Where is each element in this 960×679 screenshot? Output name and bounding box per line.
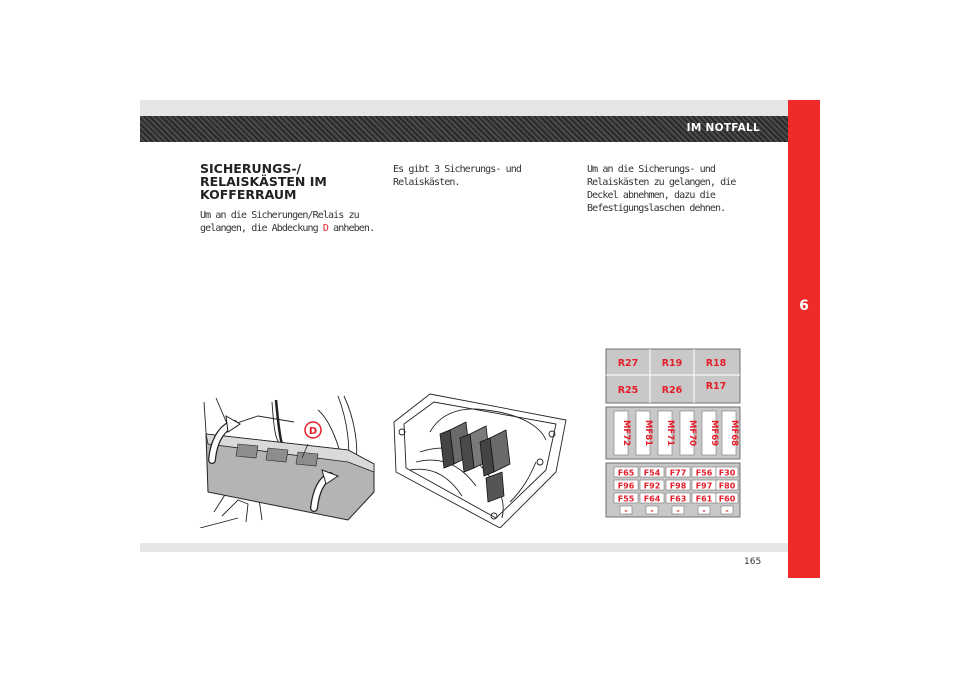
- page-number: 165: [744, 557, 762, 567]
- relay-label: R26: [661, 385, 683, 396]
- fuse-label: -: [650, 506, 654, 515]
- fuse-label: F65: [617, 468, 635, 478]
- top-gray-band: [140, 100, 788, 116]
- fuse-label: F60: [718, 494, 736, 504]
- col1-text-post: anheben.: [328, 223, 375, 234]
- fusebox-diagram: [604, 347, 742, 519]
- fuse-label: F56: [695, 468, 713, 478]
- maxifuse-label: MF71: [665, 419, 675, 447]
- chapter-title: IM NOTFALL: [686, 122, 760, 134]
- fuse-label: F55: [617, 494, 635, 504]
- relay-label: R17: [705, 381, 727, 392]
- fuse-label: F54: [643, 468, 661, 478]
- maxifuse-label: MF72: [621, 419, 631, 447]
- maxifuse-label: MF81: [643, 419, 653, 447]
- relay-label: R25: [617, 385, 639, 396]
- fuse-label: F98: [669, 481, 687, 491]
- relay-label: R18: [705, 358, 727, 369]
- maxifuse-label: MF70: [687, 419, 697, 447]
- fuse-label: -: [725, 506, 729, 515]
- fuse-compartment-illustration: [390, 392, 568, 528]
- paragraph-col1: [200, 209, 380, 235]
- fuse-label: F77: [669, 468, 687, 478]
- fuse-label: F30: [718, 468, 736, 478]
- relay-label: R27: [617, 358, 639, 369]
- fuse-label: -: [702, 506, 706, 515]
- fuse-label: F80: [718, 481, 736, 491]
- fuse-label: F61: [695, 494, 713, 504]
- paragraph-col3: Um an die Sicherungs- und Relaiskästen zu gelangen, die Deckel abnehmen, dazu die Befestigungslaschen dehnen.: [587, 164, 736, 214]
- fuse-label: F97: [695, 481, 713, 491]
- fuse-label: F64: [643, 494, 661, 504]
- bottom-gray-band: [140, 543, 788, 552]
- relay-label: R19: [661, 358, 683, 369]
- section-title: SICHERUNGS-/ RELAISKÄSTEN IM KOFFERRAUM: [200, 161, 327, 202]
- fuse-label: -: [676, 506, 680, 515]
- col1-text-pre: Um an die Sicherungen/Relais zu gelangen, die Abdeckung: [200, 210, 359, 234]
- cover-reference: D: [322, 223, 329, 234]
- trunk-cover-illustration: [198, 392, 378, 528]
- maxifuse-label: MF69: [709, 419, 719, 447]
- maxifuse-label: MF68: [729, 419, 739, 447]
- fuse-label: F96: [617, 481, 635, 491]
- chapter-tab[interactable]: [788, 100, 820, 578]
- chapter-number: 6: [799, 298, 809, 314]
- fuse-label: -: [624, 506, 628, 515]
- paragraph-col2: Es gibt 3 Sicherungs- und Relaiskästen.: [393, 164, 522, 188]
- header-bar: [140, 116, 788, 142]
- fuse-label: F63: [669, 494, 687, 504]
- fuse-label: F92: [643, 481, 661, 491]
- callout-label: D: [308, 426, 318, 437]
